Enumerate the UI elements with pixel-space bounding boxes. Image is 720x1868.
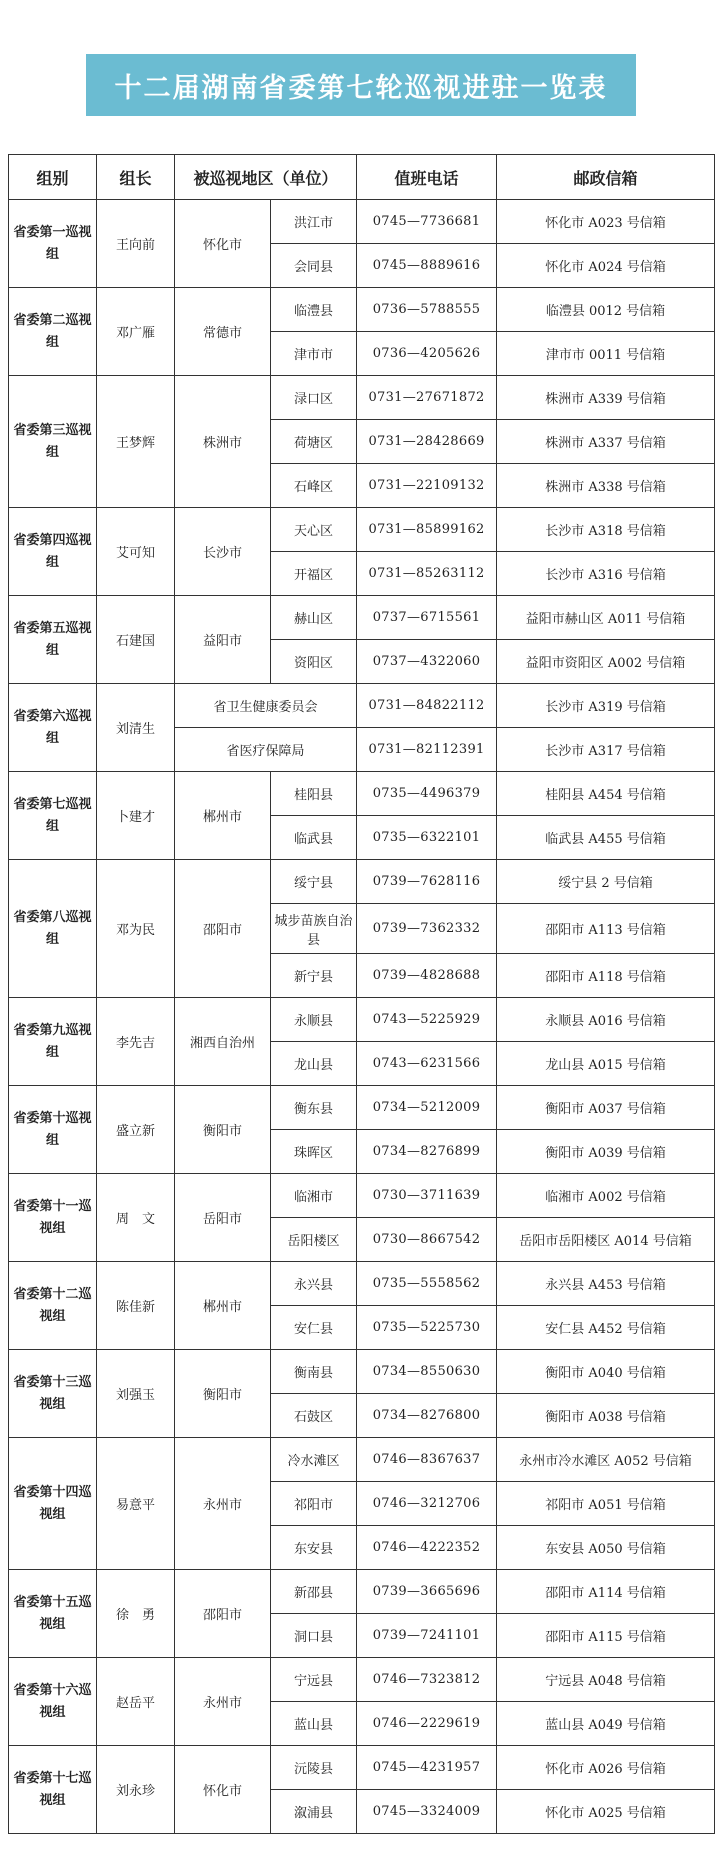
phone-cell: 0734—5212009 — [357, 1086, 497, 1130]
phone-cell: 0745—4231957 — [357, 1746, 497, 1790]
header-row — [9, 155, 715, 200]
phone-cell: 0736—5788555 — [357, 288, 497, 332]
county-cell: 石鼓区 — [271, 1394, 357, 1438]
city-cell: 长沙市 — [175, 508, 271, 596]
mailbox-cell: 怀化市 A026 号信箱 — [497, 1746, 715, 1790]
phone-cell: 0735—4496379 — [357, 772, 497, 816]
county-cell: 东安县 — [271, 1526, 357, 1570]
mailbox-cell: 长沙市 A317 号信箱 — [497, 728, 715, 772]
mailbox-cell: 永州市冷水滩区 A052 号信箱 — [497, 1438, 715, 1482]
county-cell: 永兴县 — [271, 1262, 357, 1306]
mailbox-cell: 宁远县 A048 号信箱 — [497, 1658, 715, 1702]
table-row — [9, 684, 715, 728]
county-cell: 蓝山县 — [271, 1702, 357, 1746]
county-cell: 溆浦县 — [271, 1790, 357, 1834]
mailbox-cell: 岳阳市岳阳楼区 A014 号信箱 — [497, 1218, 715, 1262]
mailbox-cell: 临澧县 0012 号信箱 — [497, 288, 715, 332]
county-cell: 珠晖区 — [271, 1130, 357, 1174]
table-row — [9, 1570, 715, 1614]
mailbox-cell: 衡阳市 A039 号信箱 — [497, 1130, 715, 1174]
title-banner — [86, 54, 636, 116]
county-cell: 衡南县 — [271, 1350, 357, 1394]
table-row — [9, 288, 715, 332]
leader-cell: 赵岳平 — [97, 1658, 175, 1746]
phone-cell: 0739—7628116 — [357, 860, 497, 904]
city-cell: 郴州市 — [175, 1262, 271, 1350]
county-cell: 岳阳楼区 — [271, 1218, 357, 1262]
phone-cell: 0730—8667542 — [357, 1218, 497, 1262]
leader-cell: 易意平 — [97, 1438, 175, 1570]
county-cell: 资阳区 — [271, 640, 357, 684]
mailbox-cell: 衡阳市 A037 号信箱 — [497, 1086, 715, 1130]
table-row — [9, 1350, 715, 1394]
group-cell: 省委第九巡视组 — [9, 998, 97, 1086]
phone-cell: 0734—8276800 — [357, 1394, 497, 1438]
county-cell: 桂阳县 — [271, 772, 357, 816]
group-cell: 省委第十巡视组 — [9, 1086, 97, 1174]
mailbox-cell: 桂阳县 A454 号信箱 — [497, 772, 715, 816]
county-cell: 城步苗族自治县 — [271, 904, 357, 954]
table-row — [9, 200, 715, 244]
leader-cell: 王向前 — [97, 200, 175, 288]
county-cell: 开福区 — [271, 552, 357, 596]
table-row — [9, 1746, 715, 1790]
phone-cell: 0746—4222352 — [357, 1526, 497, 1570]
header-group: 组别 — [9, 155, 97, 200]
leader-cell: 刘清生 — [97, 684, 175, 772]
table-row — [9, 1658, 715, 1702]
phone-cell: 0739—3665696 — [357, 1570, 497, 1614]
phone-cell: 0746—2229619 — [357, 1702, 497, 1746]
mailbox-cell: 怀化市 A025 号信箱 — [497, 1790, 715, 1834]
group-cell: 省委第一巡视组 — [9, 200, 97, 288]
mailbox-cell: 东安县 A050 号信箱 — [497, 1526, 715, 1570]
group-cell: 省委第四巡视组 — [9, 508, 97, 596]
county-cell: 洪江市 — [271, 200, 357, 244]
county-cell: 石峰区 — [271, 464, 357, 508]
phone-cell: 0737—4322060 — [357, 640, 497, 684]
group-cell: 省委第十六巡视组 — [9, 1658, 97, 1746]
phone-cell: 0746—3212706 — [357, 1482, 497, 1526]
city-cell: 邵阳市 — [175, 860, 271, 998]
mailbox-cell: 临湘市 A002 号信箱 — [497, 1174, 715, 1218]
phone-cell: 0743—5225929 — [357, 998, 497, 1042]
city-cell: 郴州市 — [175, 772, 271, 860]
mailbox-cell: 长沙市 A316 号信箱 — [497, 552, 715, 596]
phone-cell: 0746—8367637 — [357, 1438, 497, 1482]
county-cell: 赫山区 — [271, 596, 357, 640]
phone-cell: 0731—85899162 — [357, 508, 497, 552]
phone-cell: 0745—8889616 — [357, 244, 497, 288]
header-leader: 组长 — [97, 155, 175, 200]
city-cell: 衡阳市 — [175, 1086, 271, 1174]
group-cell: 省委第三巡视组 — [9, 376, 97, 508]
county-cell: 新邵县 — [271, 1570, 357, 1614]
table-row — [9, 860, 715, 904]
leader-cell: 陈佳新 — [97, 1262, 175, 1350]
table-row — [9, 772, 715, 816]
city-cell: 永州市 — [175, 1658, 271, 1746]
mailbox-cell: 永兴县 A453 号信箱 — [497, 1262, 715, 1306]
mailbox-cell: 株洲市 A337 号信箱 — [497, 420, 715, 464]
phone-cell: 0739—4828688 — [357, 954, 497, 998]
table-row — [9, 1438, 715, 1482]
phone-cell: 0735—6322101 — [357, 816, 497, 860]
mailbox-cell: 临武县 A455 号信箱 — [497, 816, 715, 860]
county-cell: 沅陵县 — [271, 1746, 357, 1790]
leader-cell: 李先吉 — [97, 998, 175, 1086]
leader-cell: 刘强玉 — [97, 1350, 175, 1438]
leader-cell: 艾可知 — [97, 508, 175, 596]
phone-cell: 0731—85263112 — [357, 552, 497, 596]
leader-cell: 周 文 — [97, 1174, 175, 1262]
table-row — [9, 376, 715, 420]
table-row — [9, 998, 715, 1042]
unit-cell: 省卫生健康委员会 — [175, 684, 357, 728]
city-cell: 邵阳市 — [175, 1570, 271, 1658]
mailbox-cell: 邵阳市 A114 号信箱 — [497, 1570, 715, 1614]
county-cell: 新宁县 — [271, 954, 357, 998]
phone-cell: 0734—8550630 — [357, 1350, 497, 1394]
mailbox-cell: 邵阳市 A118 号信箱 — [497, 954, 715, 998]
mailbox-cell: 益阳市资阳区 A002 号信箱 — [497, 640, 715, 684]
group-cell: 省委第十二巡视组 — [9, 1262, 97, 1350]
mailbox-cell: 津市市 0011 号信箱 — [497, 332, 715, 376]
page-title: 十二届湖南省委第七轮巡视进驻一览表 — [114, 72, 608, 104]
mailbox-cell: 祁阳市 A051 号信箱 — [497, 1482, 715, 1526]
county-cell: 绥宁县 — [271, 860, 357, 904]
header-region: 被巡视地区（单位） — [175, 155, 357, 200]
mailbox-cell: 绥宁县 2 号信箱 — [497, 860, 715, 904]
mailbox-cell: 益阳市赫山区 A011 号信箱 — [497, 596, 715, 640]
group-cell: 省委第二巡视组 — [9, 288, 97, 376]
phone-cell: 0746—7323812 — [357, 1658, 497, 1702]
group-cell: 省委第十五巡视组 — [9, 1570, 97, 1658]
group-cell: 省委第七巡视组 — [9, 772, 97, 860]
county-cell: 洞口县 — [271, 1614, 357, 1658]
header-mailbox: 邮政信箱 — [497, 155, 715, 200]
mailbox-cell: 怀化市 A024 号信箱 — [497, 244, 715, 288]
table-row — [9, 1086, 715, 1130]
leader-cell: 徐 勇 — [97, 1570, 175, 1658]
leader-cell: 盛立新 — [97, 1086, 175, 1174]
city-cell: 衡阳市 — [175, 1350, 271, 1438]
county-cell: 天心区 — [271, 508, 357, 552]
phone-cell: 0731—22109132 — [357, 464, 497, 508]
group-cell: 省委第十三巡视组 — [9, 1350, 97, 1438]
table-row — [9, 1174, 715, 1218]
group-cell: 省委第十七巡视组 — [9, 1746, 97, 1834]
mailbox-cell: 龙山县 A015 号信箱 — [497, 1042, 715, 1086]
phone-cell: 0737—6715561 — [357, 596, 497, 640]
county-cell: 宁远县 — [271, 1658, 357, 1702]
group-cell: 省委第十一巡视组 — [9, 1174, 97, 1262]
county-cell: 会同县 — [271, 244, 357, 288]
mailbox-cell: 邵阳市 A115 号信箱 — [497, 1614, 715, 1658]
county-cell: 临澧县 — [271, 288, 357, 332]
phone-cell: 0735—5558562 — [357, 1262, 497, 1306]
mailbox-cell: 怀化市 A023 号信箱 — [497, 200, 715, 244]
county-cell: 祁阳市 — [271, 1482, 357, 1526]
leader-cell: 邓广雁 — [97, 288, 175, 376]
county-cell: 衡东县 — [271, 1086, 357, 1130]
county-cell: 安仁县 — [271, 1306, 357, 1350]
mailbox-cell: 长沙市 A319 号信箱 — [497, 684, 715, 728]
mailbox-cell: 衡阳市 A038 号信箱 — [497, 1394, 715, 1438]
county-cell: 冷水滩区 — [271, 1438, 357, 1482]
leader-cell: 王梦辉 — [97, 376, 175, 508]
phone-cell: 0730—3711639 — [357, 1174, 497, 1218]
mailbox-cell: 永顺县 A016 号信箱 — [497, 998, 715, 1042]
mailbox-cell: 蓝山县 A049 号信箱 — [497, 1702, 715, 1746]
city-cell: 岳阳市 — [175, 1174, 271, 1262]
city-cell: 益阳市 — [175, 596, 271, 684]
leader-cell: 邓为民 — [97, 860, 175, 998]
phone-cell: 0745—7736681 — [357, 200, 497, 244]
phone-cell: 0731—27671872 — [357, 376, 497, 420]
phone-cell: 0735—5225730 — [357, 1306, 497, 1350]
county-cell: 临湘市 — [271, 1174, 357, 1218]
mailbox-cell: 长沙市 A318 号信箱 — [497, 508, 715, 552]
leader-cell: 卜建才 — [97, 772, 175, 860]
phone-cell: 0739—7362332 — [357, 904, 497, 954]
mailbox-cell: 安仁县 A452 号信箱 — [497, 1306, 715, 1350]
group-cell: 省委第六巡视组 — [9, 684, 97, 772]
city-cell: 湘西自治州 — [175, 998, 271, 1086]
county-cell: 渌口区 — [271, 376, 357, 420]
phone-cell: 0736—4205626 — [357, 332, 497, 376]
city-cell: 怀化市 — [175, 200, 271, 288]
table-row — [9, 508, 715, 552]
county-cell: 永顺县 — [271, 998, 357, 1042]
city-cell: 怀化市 — [175, 1746, 271, 1834]
mailbox-cell: 株洲市 A338 号信箱 — [497, 464, 715, 508]
leader-cell: 刘永珍 — [97, 1746, 175, 1834]
phone-cell: 0731—82112391 — [357, 728, 497, 772]
group-cell: 省委第十四巡视组 — [9, 1438, 97, 1570]
mailbox-cell: 邵阳市 A113 号信箱 — [497, 904, 715, 954]
phone-cell: 0731—28428669 — [357, 420, 497, 464]
group-cell: 省委第八巡视组 — [9, 860, 97, 998]
roster-body — [9, 200, 715, 1834]
inspection-roster-table — [8, 154, 715, 1834]
phone-cell: 0731—84822112 — [357, 684, 497, 728]
phone-cell: 0743—6231566 — [357, 1042, 497, 1086]
phone-cell: 0739—7241101 — [357, 1614, 497, 1658]
county-cell: 临武县 — [271, 816, 357, 860]
table-row — [9, 596, 715, 640]
table-row — [9, 1262, 715, 1306]
leader-cell: 石建国 — [97, 596, 175, 684]
mailbox-cell: 株洲市 A339 号信箱 — [497, 376, 715, 420]
county-cell: 津市市 — [271, 332, 357, 376]
city-cell: 株洲市 — [175, 376, 271, 508]
county-cell: 龙山县 — [271, 1042, 357, 1086]
header-phone: 值班电话 — [357, 155, 497, 200]
city-cell: 永州市 — [175, 1438, 271, 1570]
city-cell: 常德市 — [175, 288, 271, 376]
mailbox-cell: 衡阳市 A040 号信箱 — [497, 1350, 715, 1394]
group-cell: 省委第五巡视组 — [9, 596, 97, 684]
county-cell: 荷塘区 — [271, 420, 357, 464]
phone-cell: 0734—8276899 — [357, 1130, 497, 1174]
phone-cell: 0745—3324009 — [357, 1790, 497, 1834]
unit-cell: 省医疗保障局 — [175, 728, 357, 772]
